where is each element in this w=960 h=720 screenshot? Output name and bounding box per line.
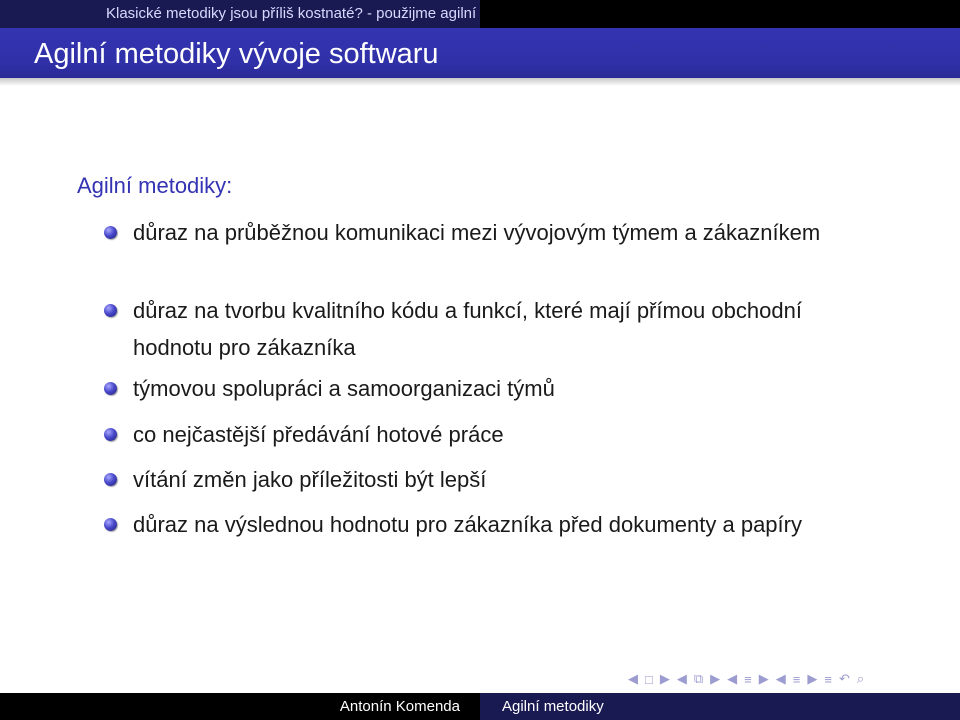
list-item-text: důraz na výslednou hodnotu pro zákazníka před dokumenty a papíry bbox=[133, 512, 802, 537]
list-item-text: vítání změn jako příležitosti být lepší bbox=[133, 467, 487, 492]
list-item-text: týmovou spolupráci a samoorganizaci týmů bbox=[133, 376, 555, 401]
navigation-symbols bbox=[628, 668, 864, 690]
right-arrow-icon[interactable]: ▶ bbox=[758, 671, 769, 686]
left-arrow-icon[interactable]: ◀ bbox=[727, 671, 738, 686]
back-icon[interactable]: ↶ bbox=[838, 671, 850, 686]
bullet-icon bbox=[104, 428, 117, 441]
section-icon[interactable]: ≡ bbox=[744, 671, 752, 687]
footer-author[interactable] bbox=[0, 693, 480, 720]
right-arrow-icon[interactable]: ▶ bbox=[807, 671, 818, 686]
left-arrow-icon[interactable]: ◀ bbox=[775, 671, 786, 686]
left-arrow-icon[interactable]: ◀ bbox=[628, 671, 638, 686]
search-icon[interactable]: ⌕ bbox=[856, 671, 865, 686]
frame-icon[interactable]: □ bbox=[645, 671, 653, 687]
left-arrow-icon[interactable]: ◀ bbox=[676, 671, 687, 686]
intro-heading: Agilní metodiky: bbox=[77, 173, 233, 198]
footer-author-text: Antonín Komenda bbox=[339, 698, 460, 715]
list-item-text: důraz na průběžnou komunikaci mezi vývojovým týmem a zákazníkem bbox=[133, 220, 821, 245]
frame-title: Agilní metodiky vývoje softwaru bbox=[34, 38, 439, 70]
bullet-icon bbox=[104, 382, 117, 395]
right-arrow-icon[interactable]: ▶ bbox=[659, 671, 670, 686]
align-icon[interactable]: ≡ bbox=[824, 671, 832, 687]
list-item-text: co nejčastější předávání hotové práce bbox=[133, 422, 504, 447]
bullet-icon bbox=[104, 304, 117, 317]
headline-section-text: Klasické metodiky jsou příliš kostnaté? - použijme agilní bbox=[106, 5, 477, 22]
footer-bar bbox=[0, 693, 960, 720]
footer-title-text: Agilní metodiky bbox=[502, 698, 604, 715]
footer-title[interactable] bbox=[480, 693, 960, 720]
document-icon[interactable]: ≡ bbox=[792, 671, 801, 687]
bullet-icon bbox=[104, 473, 117, 486]
right-arrow-icon[interactable]: ▶ bbox=[710, 671, 721, 686]
bullet-icon bbox=[104, 226, 117, 239]
list-item-text: důraz na tvorbu kvalitního kódu a funkcí, které mají přímou obchodní hodnotu pro zákazníka bbox=[133, 298, 802, 360]
bullet-icon bbox=[104, 518, 117, 531]
subsection-icon[interactable]: ⧉ bbox=[693, 671, 704, 686]
